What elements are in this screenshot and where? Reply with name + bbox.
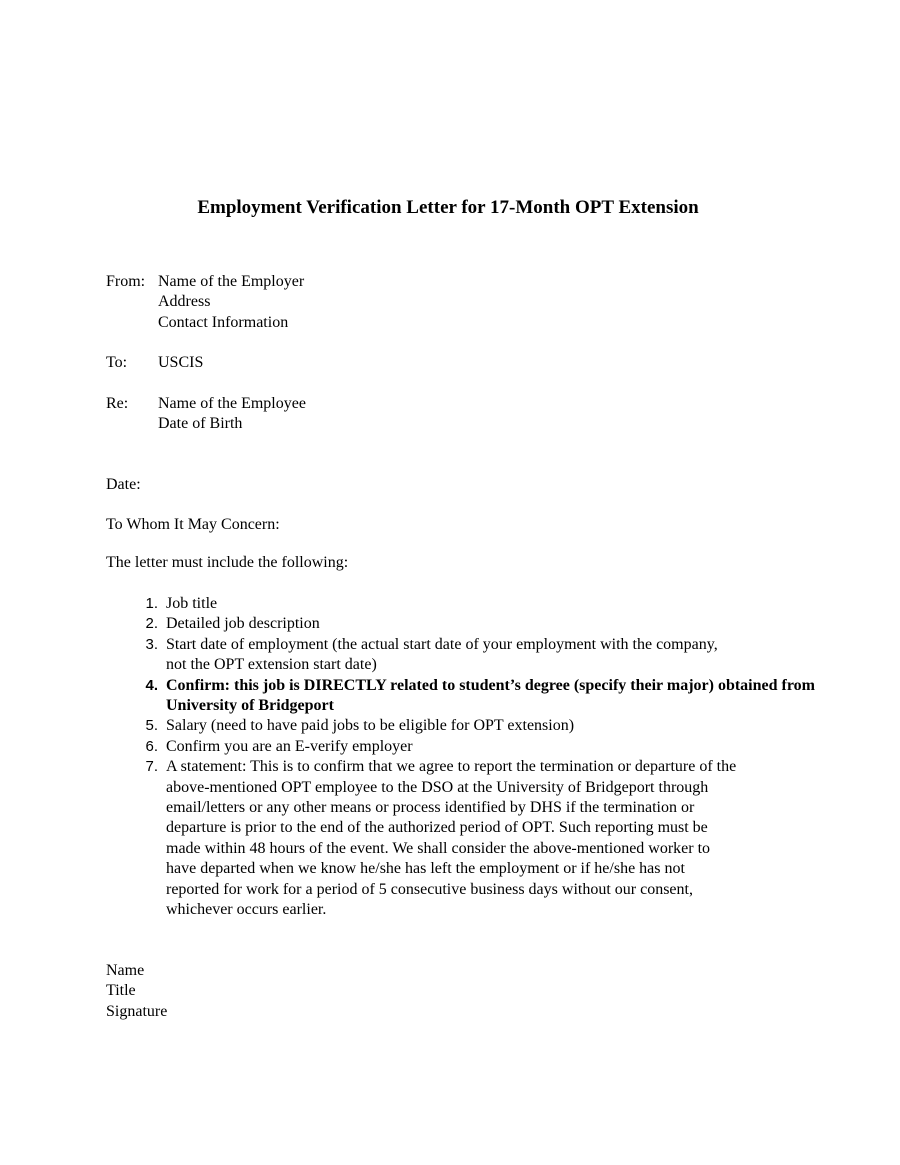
- list-item: [106, 635, 886, 676]
- signature-line: Signature: [106, 1002, 168, 1020]
- re-employee-name: Name of the Employee: [158, 395, 306, 412]
- list-item-number: 5.: [145, 717, 158, 735]
- re-block: [106, 394, 306, 435]
- list-item: [106, 676, 886, 717]
- list-item: [106, 716, 886, 736]
- requirements-list: [106, 594, 886, 921]
- list-item-number: 1.: [145, 595, 158, 612]
- list-item-text: Confirm you are an E-verify employer: [166, 737, 413, 755]
- list-item-number: 7.: [145, 758, 158, 776]
- list-item: [106, 737, 886, 757]
- signature-block: [106, 961, 167, 1022]
- list-item: [106, 757, 886, 920]
- list-item-text: Job title: [166, 595, 218, 612]
- signature-name-line: Name: [106, 962, 145, 979]
- to-label: To:: [106, 354, 128, 371]
- intro-text: The letter must include the following:: [106, 554, 349, 571]
- list-item-number: 4.: [145, 676, 158, 694]
- from-address: Address: [158, 293, 211, 311]
- to-value: USCIS: [158, 354, 204, 371]
- list-item-text: Detailed job description: [166, 615, 320, 633]
- from-employer-name: Name of the Employer: [158, 273, 305, 290]
- list-item-number: 3.: [145, 635, 158, 653]
- from-contact-information: Contact Information: [158, 313, 289, 331]
- list-item-text: Confirm: this job is DIRECTLY related to student’s degree (specify their major) obtained from University of Bridgeport: [166, 676, 815, 715]
- from-label: From:: [106, 273, 146, 290]
- list-item-number: 2.: [145, 615, 158, 633]
- re-date-of-birth: Date of Birth: [158, 415, 243, 433]
- signature-title-line: Title: [106, 982, 136, 1000]
- document-title: Employment Verification Letter for 17-Month OPT Extension: [197, 197, 699, 218]
- to-block: [106, 353, 203, 373]
- from-block: [106, 272, 304, 333]
- list-item: [106, 594, 886, 614]
- list-item-text: Salary (need to have paid jobs to be eligible for OPT extension): [166, 717, 575, 735]
- list-item-number: 6.: [145, 737, 158, 755]
- list-item-text: A statement: This is to confirm that we agree to report the termination or departure of the above-mentioned OPT employee to the DSO at the University of Bridgeport through email/letters or any other means or process identified by DHS if the termination or departure is prior to the end of the authorized period of OPT. Such reporting must be made within 48 hours of the event. We shall consider the above-mentioned worker to have departed when we know he/she has left the employment or if he/she has not reported for work for a period of 5 consecutive business days without our consent, whichever occurs earlier.: [166, 758, 737, 919]
- date-label: Date:: [106, 476, 141, 493]
- re-label: Re:: [106, 395, 129, 412]
- salutation: To Whom It May Concern:: [106, 516, 280, 533]
- list-item: [106, 614, 886, 634]
- list-item-text: Start date of employment (the actual start date of your employment with the company, not the OPT extension start date): [166, 635, 718, 674]
